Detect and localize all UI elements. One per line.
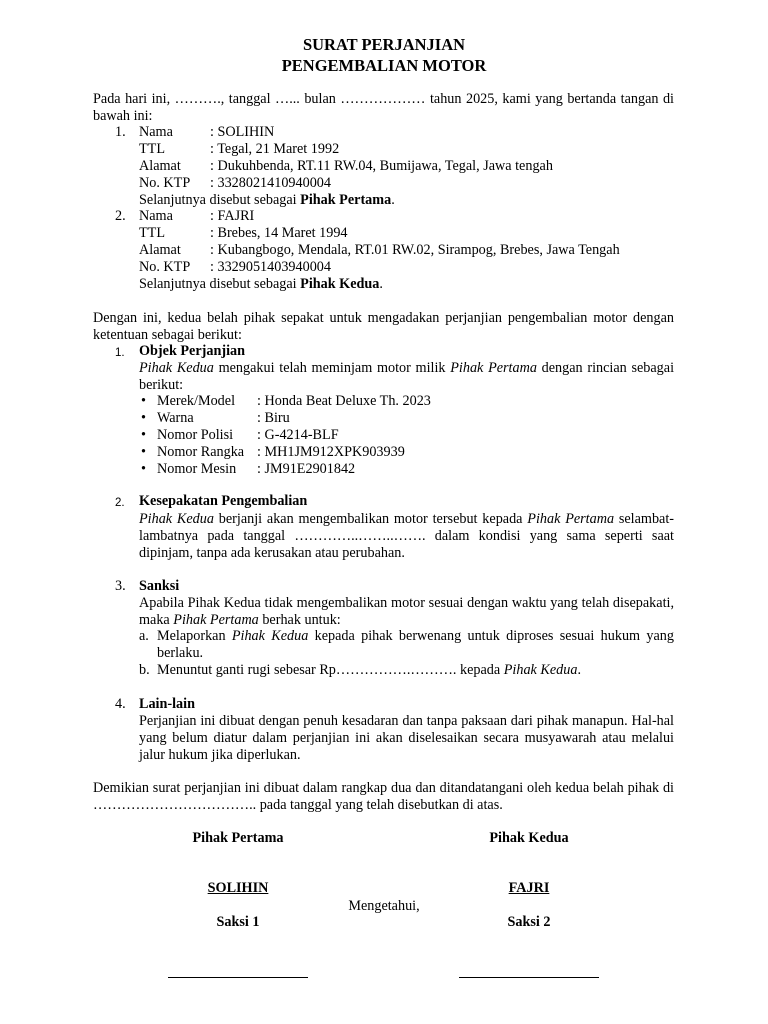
detail-value: : G-4214-BLF — [257, 427, 339, 443]
detail-label: Warna — [157, 410, 194, 426]
left-witness-label: Saksi 1 — [216, 914, 260, 930]
party-1-name: : SOLIHIN — [210, 124, 275, 140]
left-party-role: Pihak Pertama — [192, 830, 284, 846]
detail-label: Merek/Model — [157, 393, 236, 409]
closing-paragraph: Demikian surat perjanjian ini dibuat dalam rangkap dua dan ditandatangani oleh kedua belah pihak di …………………………….. pada tanggal yang telah disebutkan di atas. — [93, 780, 674, 813]
left-party-name: SOLIHIN — [207, 880, 269, 896]
bullet-icon: • — [141, 427, 146, 443]
party-2-ktp: : 3329051403940004 — [210, 259, 331, 275]
section-4-heading: Lain-lain — [139, 696, 195, 712]
section-2-heading: Kesepakatan Pengembalian — [139, 493, 308, 509]
detail-label: Nomor Polisi — [157, 427, 234, 443]
party-1-ktp-label: No. KTP — [139, 175, 191, 191]
party-2-address-label: Alamat — [139, 242, 181, 258]
sanction-a-text: Melaporkan Pihak Kedua kepada pihak berwenang untuk diproses sesuai hukum yang berlaku. — [157, 628, 674, 661]
right-party-name: FAJRI — [508, 880, 550, 896]
witness-label: Mengetahui, — [348, 898, 420, 914]
party-1-ttl: : Tegal, 21 Maret 1992 — [210, 141, 340, 157]
party-1-number: 1. — [115, 124, 126, 140]
bullet-icon: • — [141, 410, 146, 426]
sanction-a-letter: a. — [139, 628, 149, 644]
section-2-paragraph: Pihak Kedua berjanji akan mengembalikan motor tersebut kepada Pihak Pertama selambat-lambatnya pada tanggal …………..……..……. dalam kondisi yang sama seperti saat dipinjam, tanpa ada kerusakan atau perubahan. — [139, 511, 675, 561]
section-4-paragraph: Perjanjian ini dibuat dengan penuh kesadaran dan tanpa paksaan dari pihak manapun. Hal-hal yang belum diatur dalam perjanjian ini akan diselesaikan secara musyawarah atau melalui jalur hukum jika diperlukan. — [139, 713, 674, 763]
party-1-address: : Dukuhbenda, RT.11 RW.04, Bumijawa, Tegal, Jawa tengah — [210, 158, 553, 174]
section-2-number: 2. — [115, 497, 125, 509]
title-line-1: SURAT PERJANJIAN — [302, 35, 466, 54]
right-witness-signature-line — [459, 977, 599, 978]
detail-value: : Honda Beat Deluxe Th. 2023 — [257, 393, 431, 409]
party-2-ktp-label: No. KTP — [139, 259, 191, 275]
section-1-paragraph: Pihak Kedua mengakui telah meminjam motor milik Pihak Pertama dengan rincian sebagai berikut: — [139, 360, 675, 393]
party-2-name-label: Nama — [139, 208, 173, 224]
agreement-intro-paragraph: Dengan ini, kedua belah pihak sepakat untuk mengadakan perjanjian pengembalian motor dengan ketentuan sebagai berikut: — [93, 310, 674, 343]
intro-paragraph: Pada hari ini, ………., tanggal …... bulan ……………… tahun 2025, kami yang bertanda tangan di bawah ini: — [93, 91, 674, 124]
detail-label: Nomor Rangka — [157, 444, 245, 460]
section-4-number: 4. — [115, 696, 126, 712]
right-witness-label: Saksi 2 — [507, 914, 551, 930]
party-1-ktp: : 3328021410940004 — [210, 175, 331, 191]
sanction-b-letter: b. — [139, 662, 150, 678]
detail-value: : Biru — [257, 410, 290, 426]
sanction-b-text: Menuntut ganti rugi sebesar Rp…………….………. kepada Pihak Kedua. — [157, 662, 581, 678]
party-1-address-label: Alamat — [139, 158, 181, 174]
bullet-icon: • — [141, 393, 146, 409]
bullet-icon: • — [141, 461, 146, 477]
party-1-name-label: Nama — [139, 124, 173, 140]
party-2-ttl-label: TTL — [139, 225, 165, 241]
right-party-role: Pihak Kedua — [489, 830, 569, 846]
party-2-number: 2. — [115, 208, 126, 224]
detail-value: : MH1JM912XPK903939 — [257, 444, 405, 460]
bullet-icon: • — [141, 444, 146, 460]
section-3-number: 3. — [115, 578, 126, 594]
left-witness-signature-line — [168, 977, 308, 978]
detail-value: : JM91E2901842 — [257, 461, 356, 477]
detail-label: Nomor Mesin — [157, 461, 237, 477]
party-2-designation: Selanjutnya disebut sebagai Pihak Kedua. — [139, 276, 383, 292]
title-line-2: PENGEMBALIAN MOTOR — [281, 56, 487, 75]
party-1-ttl-label: TTL — [139, 141, 165, 157]
party-2-name: : FAJRI — [210, 208, 255, 224]
section-3-heading: Sanksi — [139, 578, 180, 594]
party-2-ttl: : Brebes, 14 Maret 1994 — [210, 225, 348, 241]
party-2-address: : Kubangbogo, Mendala, RT.01 RW.02, Sirampog, Brebes, Jawa Tengah — [210, 242, 620, 258]
section-3-paragraph: Apabila Pihak Kedua tidak mengembalikan motor sesuai dengan waktu yang telah disepakati, maka Pihak Pertama berhak untuk: — [139, 595, 674, 628]
section-1-number: 1. — [115, 347, 125, 359]
party-1-designation: Selanjutnya disebut sebagai Pihak Pertama. — [139, 192, 395, 208]
section-1-heading: Objek Perjanjian — [139, 343, 246, 359]
